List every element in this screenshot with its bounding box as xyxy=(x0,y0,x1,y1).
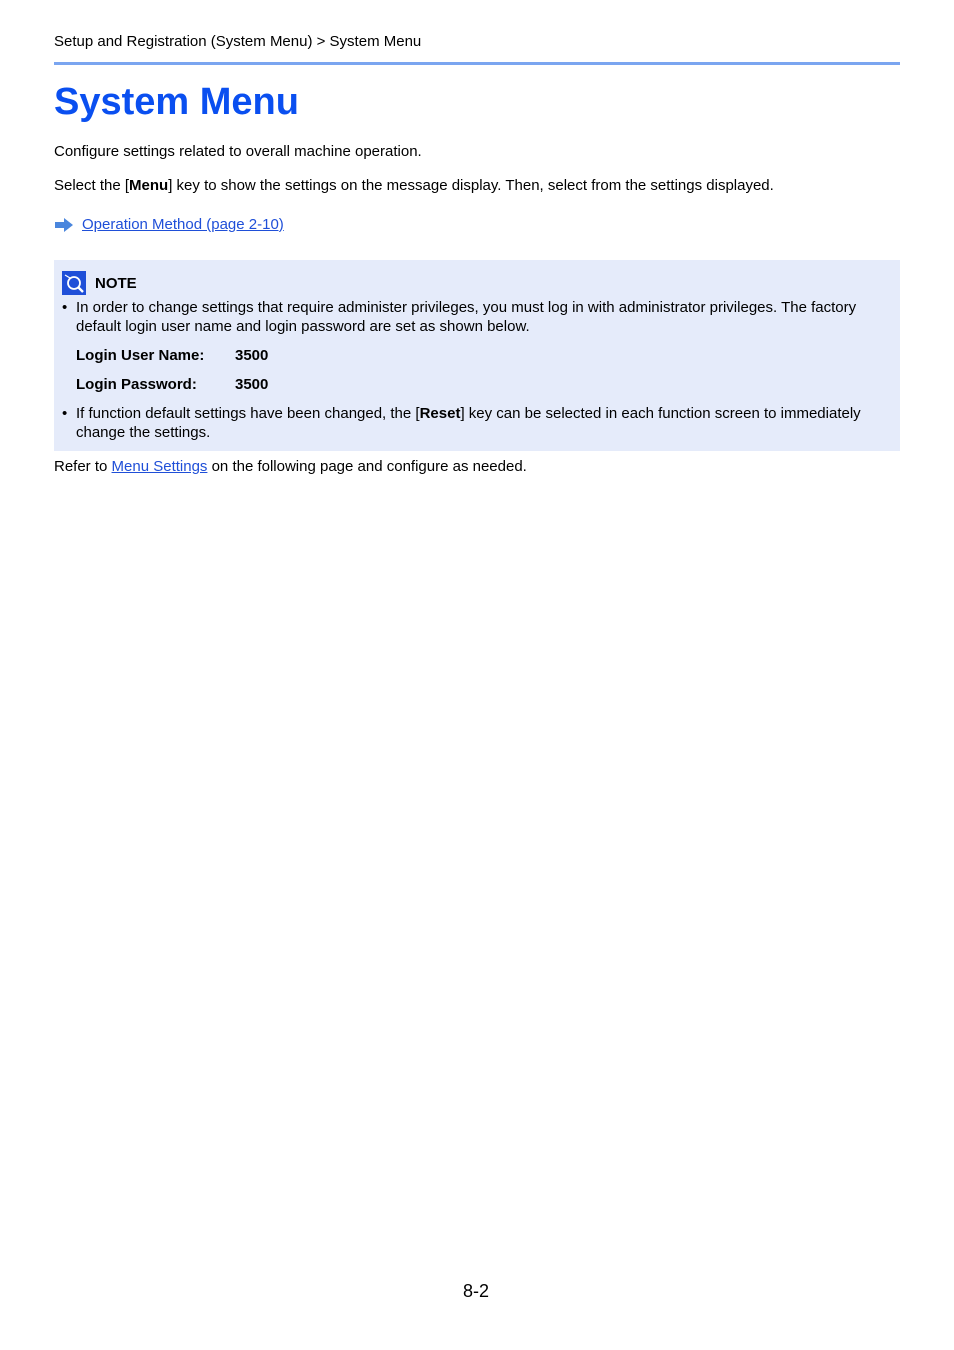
select-text-after: ] key to show the settings on the message display. Then, select from the settings displayed. xyxy=(168,177,774,194)
refer-text-before: Refer to xyxy=(54,458,112,475)
reset-text-before: If function default settings have been changed, the [ xyxy=(76,405,420,422)
note-bullet-admin-text: In order to change settings that require administer privileges, you must log in with administrator privileges. The factory default login user name and login password are set as shown below. xyxy=(76,299,857,335)
refer-paragraph xyxy=(54,457,527,476)
page-title: System Menu xyxy=(54,81,299,123)
page-number: 8-2 xyxy=(463,1281,490,1301)
menu-settings-link[interactable]: Menu Settings xyxy=(111,458,208,475)
login-password-row xyxy=(76,375,268,394)
login-user-value: 3500 xyxy=(235,347,269,364)
breadcrumb: Setup and Registration (System Menu) > System Menu xyxy=(54,33,422,50)
login-password-label: Login Password: xyxy=(76,376,197,393)
note-title: NOTE xyxy=(95,274,137,292)
select-paragraph xyxy=(54,176,774,195)
login-user-label: Login User Name: xyxy=(76,347,205,364)
bullet-dot: • xyxy=(62,299,68,316)
select-text-before: Select the [ xyxy=(54,177,130,194)
bullet-dot: • xyxy=(62,405,68,422)
refer-text-after: on the following page and configure as needed. xyxy=(207,458,527,475)
arrow-right-icon xyxy=(54,218,74,232)
note-bullet-reset-text xyxy=(76,404,866,442)
note-icon xyxy=(62,271,86,295)
operation-method-link[interactable]: Operation Method (page 2-10) xyxy=(82,216,284,233)
login-password-value: 3500 xyxy=(235,376,269,393)
intro-paragraph: Configure settings related to overall machine operation. xyxy=(54,143,422,160)
note-box xyxy=(54,260,900,451)
reset-text-after: ] key can be selected in each function screen to immediately change the settings. xyxy=(76,405,861,441)
note-header xyxy=(62,271,137,295)
operation-link-row xyxy=(54,215,284,234)
login-user-row xyxy=(76,346,268,365)
reset-key-label: Reset xyxy=(419,405,461,422)
header-rule xyxy=(54,62,900,65)
menu-key-label: Menu xyxy=(129,177,169,194)
